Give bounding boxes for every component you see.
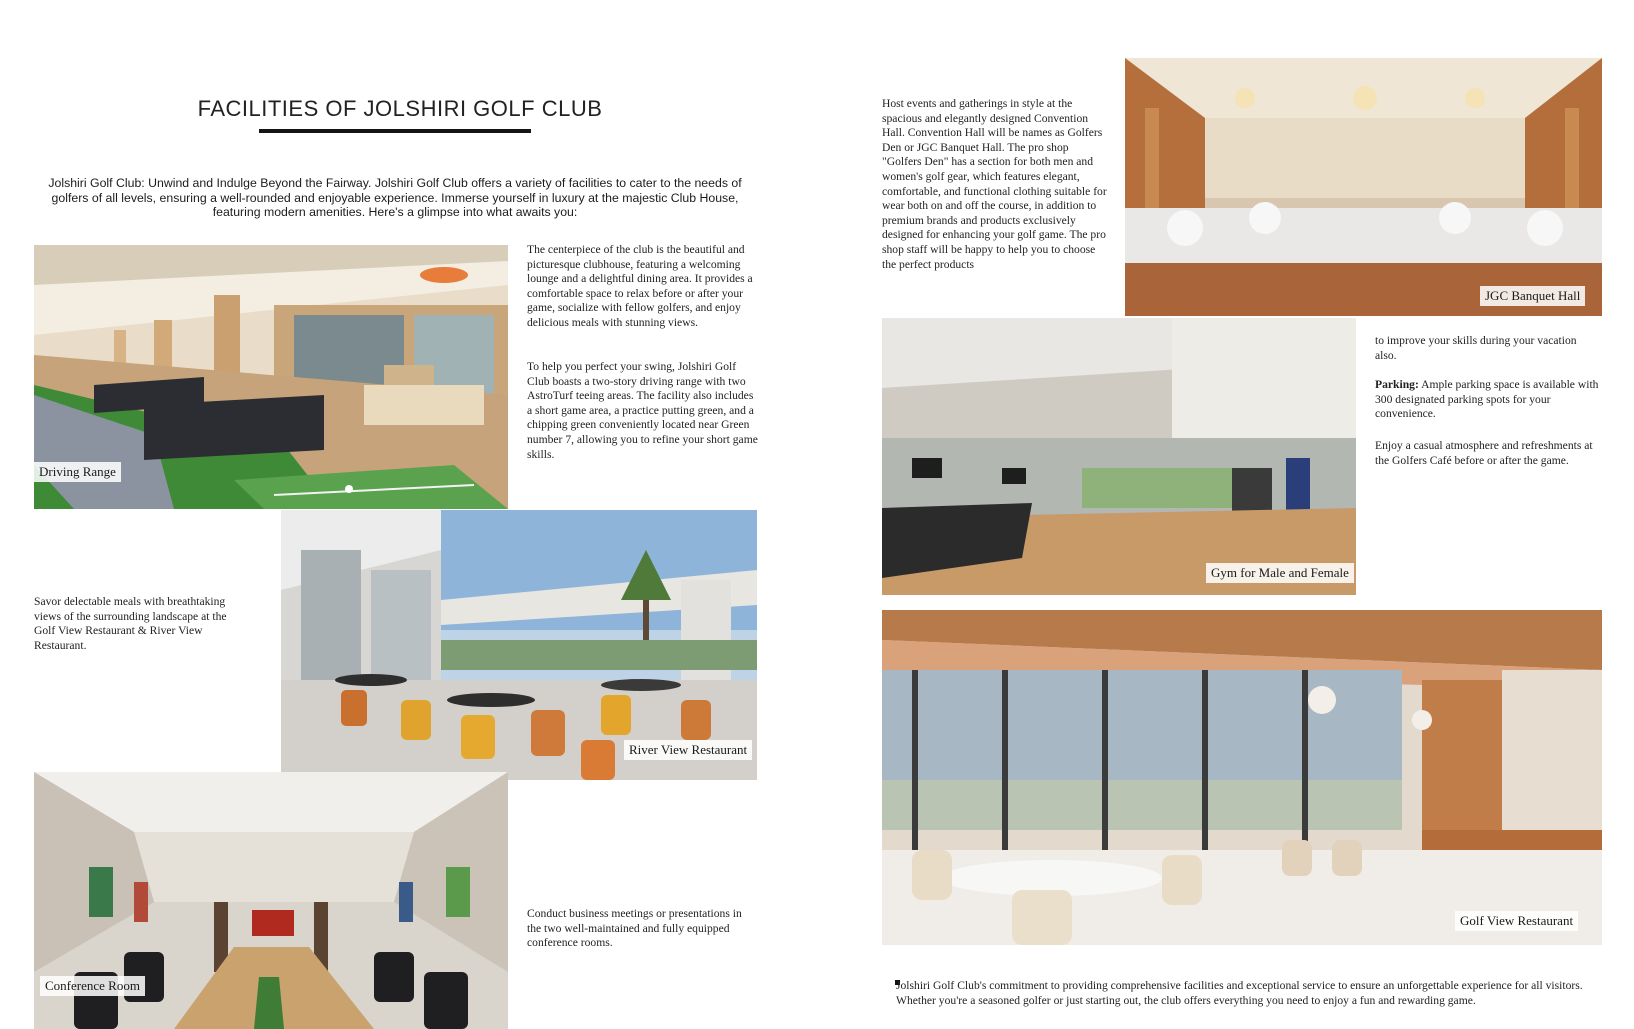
gym-caption: Gym for Male and Female xyxy=(1206,563,1354,583)
banquet-hall-caption: JGC Banquet Hall xyxy=(1480,286,1585,306)
intro-paragraph: Jolshiri Golf Club: Unwind and Indulge Beyond the Fairway. Jolshiri Golf Club offers a variety of facilities to cater to the needs of golfers of all levels, ensuring a well-rounded and enjoyable experience. Immerse yourself in luxury at the majestic Club House, featuring modern amenities. Here's a glimpse into what awaits you: xyxy=(48,176,742,220)
golf-view-caption: Golf View Restaurant xyxy=(1455,911,1578,931)
vacation-paragraph: to improve your skills during your vacation also. xyxy=(1375,334,1577,362)
conference-paragraph: Conduct business meetings or presentations in the two well-maintained and fully equipped conference rooms. xyxy=(527,907,742,950)
clubhouse-paragraph: The centerpiece of the club is the beautiful and picturesque clubhouse, featuring a welcoming lounge and a delightful dining area. It provides a comfortable space to relax before or after your game, socialize with fellow golfers, and enjoy delicious meals with stunning views. xyxy=(527,243,753,329)
title-underline xyxy=(259,129,531,133)
banquet-hall-photo xyxy=(1125,58,1602,316)
river-view-caption: River View Restaurant xyxy=(624,740,752,760)
parking-text: Ample parking space is available with 300 designated parking spots for your convenience. xyxy=(1375,378,1599,421)
page-title: FACILITIES OF JOLSHIRI GOLF CLUB xyxy=(197,96,603,121)
driving-range-caption: Driving Range xyxy=(34,462,121,482)
gym-photo xyxy=(882,318,1356,595)
dining-paragraph: Savor delectable meals with breathtaking views of the surrounding landscape at the Golf View Restaurant & River View Restaurant. xyxy=(34,595,227,652)
parking-paragraph xyxy=(1375,378,1600,422)
parking-label: Parking: xyxy=(1375,378,1419,391)
driving-range-paragraph: To help you perfect your swing, Jolshiri Golf Club boasts a two-story driving range with two AstroTurf teeing areas. The facility also includes a short game area, a practice putting green, and a chipping green conveniently located near Green number 7, allowing you to refine your short game skills. xyxy=(527,360,758,461)
footnote-paragraph: Jolshiri Golf Club's commitment to providing comprehensive facilities and exceptional service to ensure an unforgettable experience for all visitors. Whether you're a seasoned golfer or just starting out, the club offers everything you need to enjoy a fun and rewarding game. xyxy=(896,979,1583,1007)
conference-room-caption: Conference Room xyxy=(40,976,145,996)
cafe-paragraph: Enjoy a casual atmosphere and refreshments at the Golfers Café before or after the game. xyxy=(1375,439,1593,467)
convention-hall-paragraph: Host events and gatherings in style at the spacious and elegantly designed Convention Hall. Convention Hall will be names as Golfers Den or JGC Banquet Hall. The pro shop "Golfers Den" has a section for both men and women's golf gear, which features elegant, comfortable, and functional clothing suitable for wear both on and off the course, in addition to premium brands and products exclusively designed for enhancing your golf game. The pro shop staff will be happy to help you to choose the perfect products xyxy=(882,97,1107,271)
golf-view-restaurant-photo xyxy=(882,610,1602,945)
